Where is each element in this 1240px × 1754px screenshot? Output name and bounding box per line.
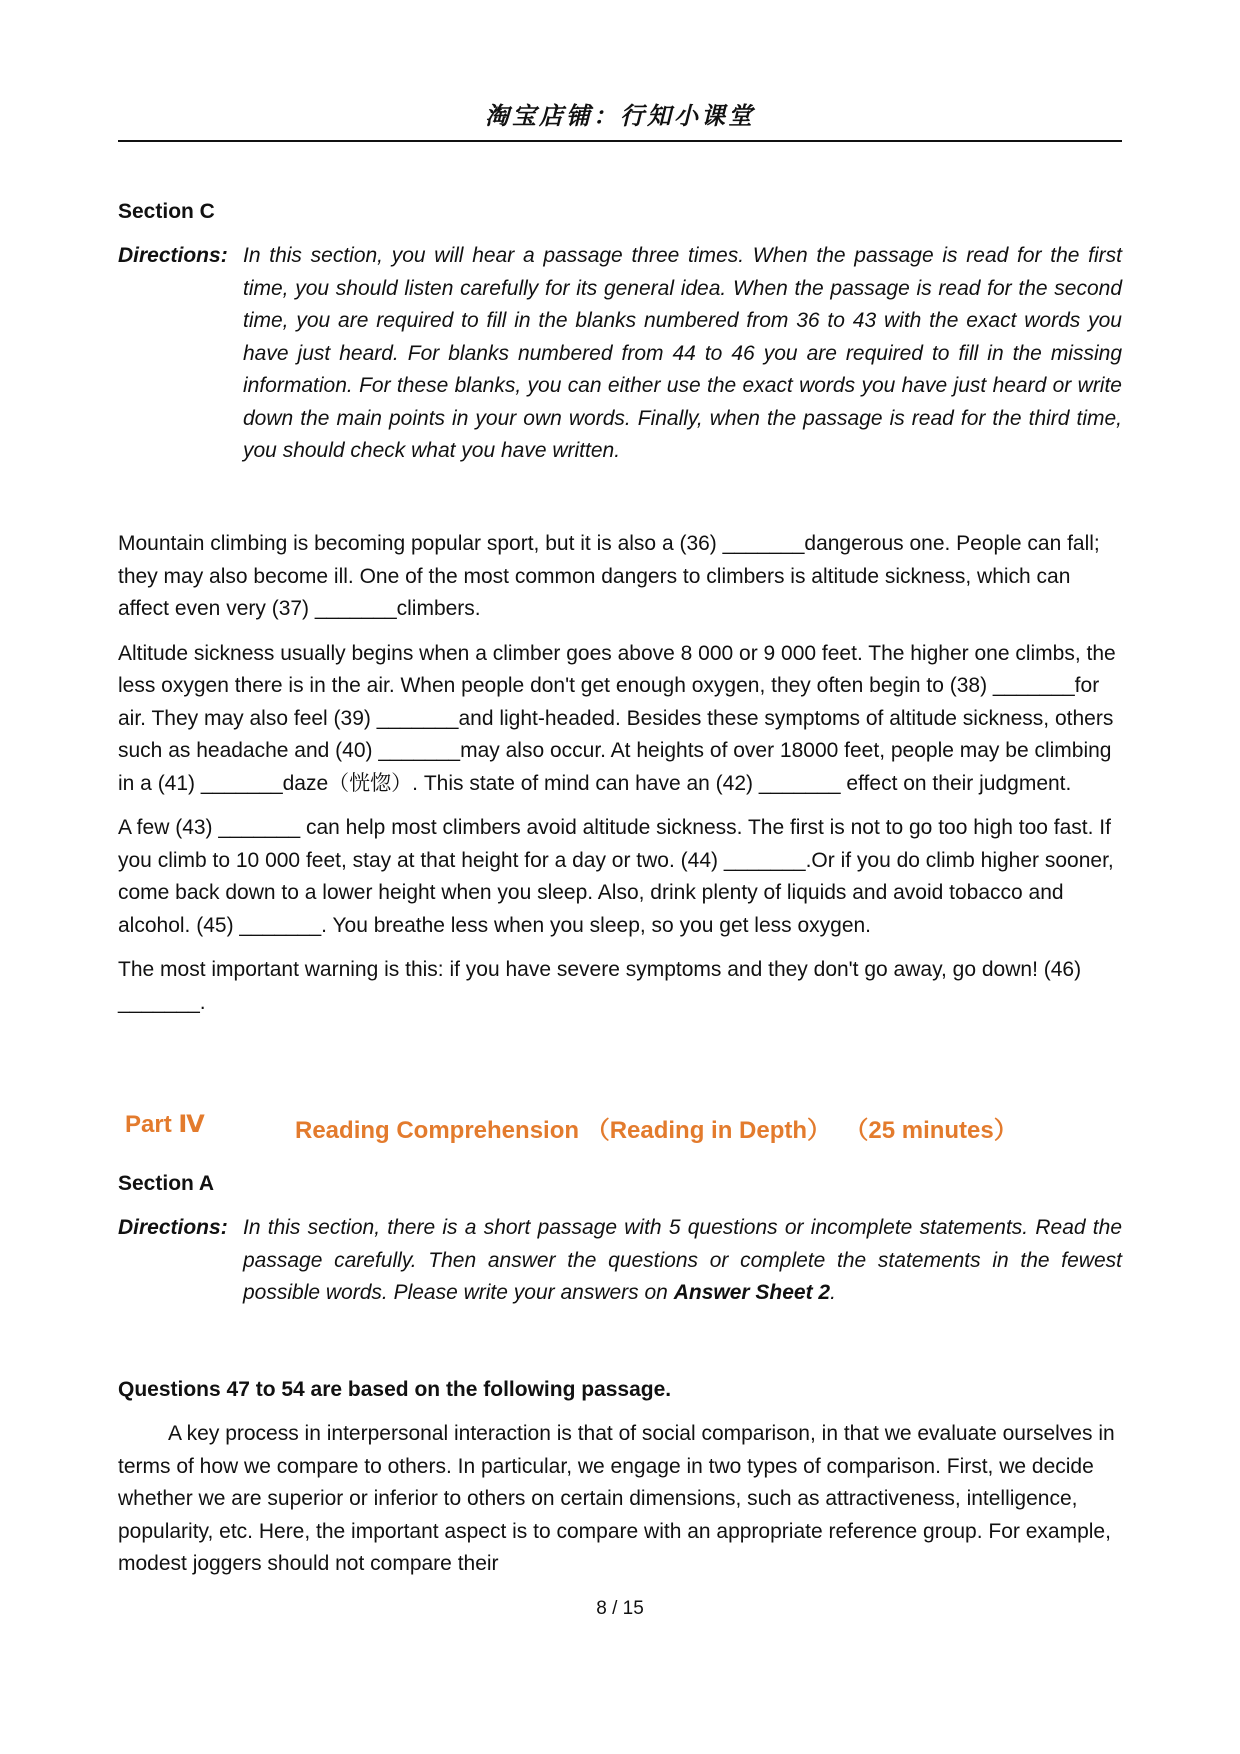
reading-passage-text: A key process in interpersonal interaction is that of social comparison, in that we evaluate ourselves in terms of how we compare to others. In particular, we engage in two types of comparison. First, we decide whether we are superior or inferior to others on certain dimensions, such as attractiveness, intelligence, popularity, etc. Here, the important aspect is to compare with an appropriate reference group. For example, modest joggers should not compare their	[118, 1422, 1115, 1575]
directions-end: .	[830, 1281, 836, 1304]
answer-sheet-label: Answer Sheet 2	[673, 1281, 831, 1304]
section-c-heading: Section C	[118, 200, 215, 223]
section-a-heading: Section A	[118, 1172, 215, 1195]
page-number: 8 / 15	[596, 1598, 644, 1619]
directions-text: In this section, there is a short passage with 5 questions or incomplete statements. Read the passage carefully. Then answer the questions or complete the statements in the fewest possible words. Please write your answers on	[243, 1216, 1122, 1304]
section-c-passage	[118, 528, 1122, 1019]
part-title: Reading Comprehension （Reading in Depth） （25 minutes）	[295, 1117, 1018, 1144]
section-c-directions	[118, 240, 1122, 468]
passage-paragraph-3: A few (43) _______ can help most climbers avoid altitude sickness. The first is not to go too high too fast. If you climb to 10 000 feet, stay at that height for a day or two. (44) _______.Or if you do climb higher sooner, come back down to a lower height when you sleep. Also, drink plenty of liquids and avoid tobacco and alcohol. (45) _______. You breathe less when you sleep, so you get less oxygen.	[118, 816, 1114, 937]
page-header-title: 淘宝店铺：行知小课堂	[485, 102, 755, 130]
header-divider	[118, 140, 1122, 142]
passage-paragraph-4: The most important warning is this: if you have severe symptoms and they don't go away, go down! (46) _______.	[118, 958, 1082, 1014]
reading-passage	[118, 1418, 1122, 1581]
part-label: Part Ⅳ	[125, 1111, 205, 1138]
directions-label: Directions:	[118, 1216, 228, 1239]
section-a-directions	[118, 1212, 1122, 1310]
directions-label: Directions:	[118, 244, 228, 267]
directions-text: In this section, you will hear a passage three times. When the passage is read for the first time, you should listen carefully for its general idea. When the passage is read for the second time, you are required to fill in the blanks numbered from 36 to 43 with the exact words you have just heard. For blanks numbered from 44 to 46 you are required to fill in the missing information. For these blanks, you can either use the exact words you have just heard or write down the main points in your own words. Finally, when the passage is read for the third time, you should check what you have written.	[243, 244, 1122, 462]
passage-paragraph-2: Altitude sickness usually begins when a climber goes above 8 000 or 9 000 feet. The higher one climbs, the less oxygen there is in the air. When people don't get enough oxygen, they often begin to (38) _______for air. They may also feel (39) _______and light-headed. Besides these symptoms of altitude sickness, others such as headache and (40) _______may also occur. At heights of over 18000 feet, people may be climbing in a (41) _______daze（恍惚）. This state of mind can have an (42) _______ effect on their judgment.	[118, 641, 1116, 795]
passage-paragraph-1: Mountain climbing is becoming popular sport, but it is also a (36) _______dangerous one. People can fall; they may also become ill. One of the most common dangers to climbers is altitude sickness, which can affect even very (37) _______climbers.	[118, 532, 1100, 620]
questions-heading: Questions 47 to 54 are based on the following passage.	[118, 1378, 672, 1401]
